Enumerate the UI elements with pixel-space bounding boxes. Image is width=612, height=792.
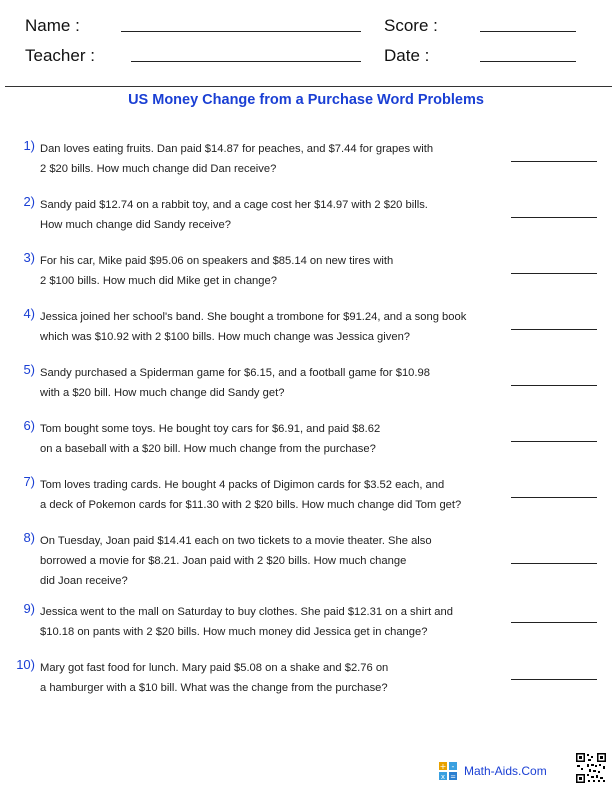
brand-name: Math-Aids.Com: [464, 764, 547, 778]
answer-line[interactable]: [511, 563, 597, 564]
question-line: Jessica joined her school's band. She bought a trombone for $91.24, and a song book: [40, 311, 467, 323]
question-text: [40, 139, 502, 179]
svg-text:=: =: [450, 773, 456, 781]
question-line: On Tuesday, Joan paid $14.41 each on two tickets to a movie theater. She also: [40, 535, 432, 547]
question-line: with a $20 bill. How much change did Sandy get?: [40, 387, 285, 399]
header-divider: [5, 86, 612, 87]
question-line: 2 $20 bills. How much change did Dan receive?: [40, 163, 277, 175]
question-text: [40, 602, 502, 642]
question-line: a hamburger with a $10 bill. What was the change from the purchase?: [40, 682, 388, 694]
question-text: [40, 363, 502, 403]
question-line: borrowed a movie for $8.21. Joan paid with 2 $20 bills. How much change: [40, 555, 407, 567]
answer-line[interactable]: [511, 385, 597, 386]
worksheet-title: US Money Change from a Purchase Word Problems: [128, 92, 484, 108]
answer-line[interactable]: [511, 273, 597, 274]
question-text: [40, 475, 502, 515]
question-number: 3): [23, 250, 35, 265]
question-line: Sandy purchased a Spiderman game for $6.15, and a football game for $10.98: [40, 367, 430, 379]
question-line: a deck of Pokemon cards for $11.30 with 2 $20 bills. How much change did Tom get?: [40, 499, 462, 511]
question-line: which was $10.92 with 2 $100 bills. How much change was Jessica given?: [40, 331, 411, 343]
svg-text:+: +: [439, 762, 447, 771]
svg-text:x: x: [440, 773, 446, 781]
answer-line[interactable]: [511, 217, 597, 218]
answer-line[interactable]: [511, 622, 597, 623]
question-line: Tom bought some toys. He bought toy cars for $6.91, and paid $8.62: [40, 423, 381, 435]
question-text: [40, 419, 502, 459]
question-line: Mary got fast food for lunch. Mary paid $5.08 on a shake and $2.76 on: [40, 662, 389, 674]
question-line: did Joan receive?: [40, 575, 128, 587]
question-line: 2 $100 bills. How much did Mike get in change?: [40, 275, 277, 287]
score-field[interactable]: [480, 31, 576, 32]
question-number: 4): [23, 306, 35, 321]
question-text: [40, 251, 502, 291]
footer-brand[interactable]: [438, 760, 547, 782]
question-line: Sandy paid $12.74 on a rabbit toy, and a cage cost her $14.97 with 2 $20 bills.: [40, 199, 428, 211]
question-line: Jessica went to the mall on Saturday to buy clothes. She paid $12.31 on a shirt and: [40, 606, 453, 618]
question-text: [40, 658, 502, 698]
question-line: For his car, Mike paid $95.06 on speakers and $85.14 on new tires with: [40, 255, 394, 267]
question-line: on a baseball with a $20 bill. How much change from the purchase?: [40, 443, 376, 455]
name-field[interactable]: [121, 31, 361, 32]
question-number: 1): [23, 138, 35, 153]
calculator-icon: [438, 761, 458, 781]
teacher-label: Teacher :: [25, 46, 95, 65]
qr-code-icon: [575, 752, 607, 784]
score-label: Score :: [384, 16, 438, 35]
question-number: 2): [23, 194, 35, 209]
name-label: Name :: [25, 16, 80, 35]
question-number: 8): [23, 530, 35, 545]
question-text: [40, 307, 502, 347]
question-text: [40, 531, 502, 591]
answer-line[interactable]: [511, 329, 597, 330]
question-line: How much change did Sandy receive?: [40, 219, 231, 231]
question-number: 6): [23, 418, 35, 433]
question-number: 10): [16, 657, 35, 672]
date-field[interactable]: [480, 61, 576, 62]
answer-line[interactable]: [511, 161, 597, 162]
question-number: 7): [23, 474, 35, 489]
answer-line[interactable]: [511, 497, 597, 498]
svg-text:-: -: [451, 762, 455, 771]
question-line: Tom loves trading cards. He bought 4 packs of Digimon cards for $3.52 each, and: [40, 479, 445, 491]
date-label: Date :: [384, 46, 430, 65]
question-number: 9): [23, 601, 35, 616]
question-number: 5): [23, 362, 35, 377]
answer-line[interactable]: [511, 679, 597, 680]
question-line: $10.18 on pants with 2 $20 bills. How much money did Jessica get in change?: [40, 626, 428, 638]
answer-line[interactable]: [511, 441, 597, 442]
question-text: [40, 195, 502, 235]
teacher-field[interactable]: [131, 61, 361, 62]
question-line: Dan loves eating fruits. Dan paid $14.87 for peaches, and $7.44 for grapes with: [40, 143, 434, 155]
